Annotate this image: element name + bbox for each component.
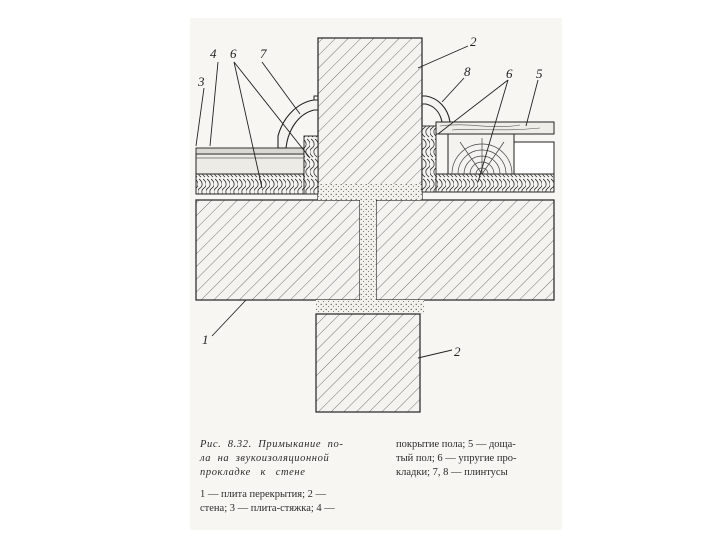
callout-screed: 3 [198,74,205,89]
caption-title-line-2: ла на звукоизоляционной [200,453,330,464]
mortar-joint-bottom [316,300,424,314]
elastic-pad-wall-right [422,126,436,192]
callout-plinth-left: 7 [260,46,267,61]
callout-wall-bottom: 2 [454,344,461,359]
elastic-pad-layer-left [196,174,316,194]
floor-coating [196,148,304,154]
callout-coating: 4 [210,46,217,61]
caption-legend-left-line-2: стена; 3 — плита-стяжка; 4 — [200,503,335,514]
caption-title-line-1: Рис. 8.32. Примыкание по- [200,439,344,450]
plinth-right [422,96,450,122]
callout-pads-left: 6 [230,46,237,61]
caption-legend-right-line-3: кладки; 7, 8 — плинтусы [396,467,508,478]
elastic-pad-layer-right [426,174,554,192]
upper-wall [318,38,422,201]
mortar-joint-vertical [360,194,376,306]
callout-pads-right: 6 [506,66,513,81]
callout-slab: 1 [202,332,209,347]
floor-slab-left [196,200,360,300]
caption-legend-left-line-1: 1 — плита перекрытия; 2 — [200,489,327,500]
callout-plinth-right: 8 [464,64,471,79]
floor-slab-right [376,200,554,300]
document-page [190,18,562,530]
screed-slab [196,154,304,174]
callout-plank-floor: 5 [536,66,543,81]
mortar-joint-top [318,184,422,200]
caption-legend-right-line-2: тый пол; 6 — упругие про- [396,453,517,464]
lower-wall [316,314,420,412]
floor-wall-junction-drawing [190,18,562,438]
caption-legend-right-line-1: покрытие пола; 5 — доща- [396,439,516,450]
callout-wall-top: 2 [470,34,477,49]
elastic-pad-wall-left [304,136,318,194]
caption-title-line-3: прокладке к стене [200,467,306,478]
